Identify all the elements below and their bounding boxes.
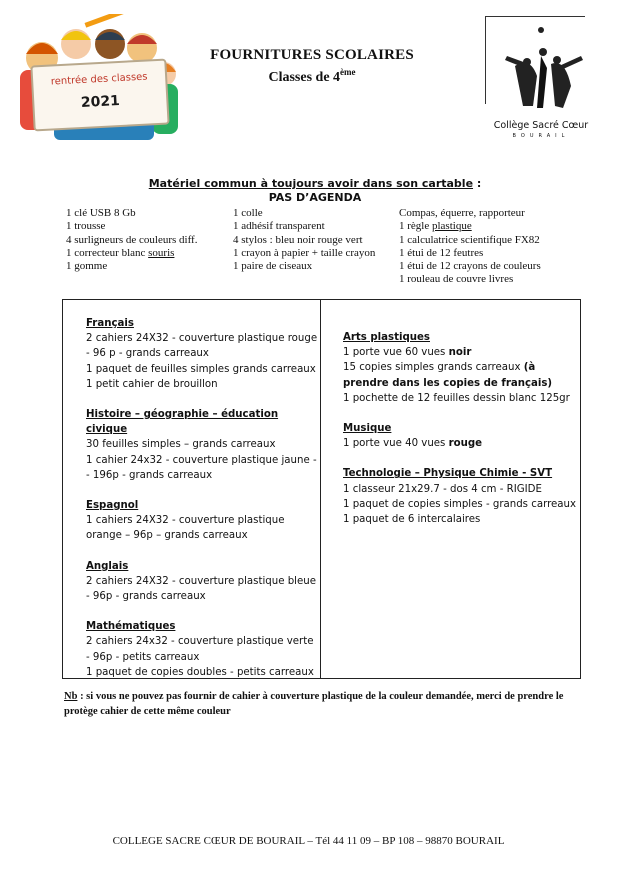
list-item: 1 étui de 12 crayons de couleurs: [399, 260, 541, 273]
section-title: Anglais: [86, 560, 129, 572]
section-line: 2 cahiers 24X32 - couverture plastique bleue: [86, 575, 316, 587]
figures-icon: [485, 16, 597, 116]
section-title: Technologie – Physique Chimie - SVT: [343, 468, 553, 480]
subjects-table: [62, 299, 581, 679]
section-line: - 96p - grands carreaux: [86, 591, 206, 603]
common-column-3: [399, 207, 541, 287]
section-line: - 196p - grands carreaux: [86, 469, 213, 481]
section-line: [343, 345, 579, 360]
common-heading: [100, 177, 530, 190]
subtitle-superscript: ème: [340, 67, 356, 77]
common-heading-colon: :: [473, 177, 482, 190]
list-item: 1 crayon à papier + taille crayon: [233, 246, 376, 259]
section-anglais: [86, 559, 318, 605]
section-line: 1 paquet de feuilles simples grands carreaux: [86, 363, 316, 375]
list-item: 1 calculatrice scientifique FX82: [399, 233, 540, 246]
line-bold: (à prendre dans les copies de français): [343, 362, 553, 389]
section-title: Français: [86, 318, 134, 329]
subjects-right-column: [343, 330, 579, 542]
subtitle-text: Classes de 4: [268, 70, 341, 85]
common-column-2: [233, 207, 375, 273]
no-agenda-text: PAS D’AGENDA: [268, 191, 362, 204]
list-item: 1 clé USB 8 Gb: [66, 207, 136, 219]
line-text: 1 porte vue 40 vues: [343, 438, 449, 450]
list-item-underlined: souris: [148, 246, 175, 259]
line-bold: noir: [448, 347, 472, 359]
common-column-1: [66, 207, 197, 273]
list-item: 1 gomme: [66, 260, 108, 273]
section-musique: [343, 421, 579, 451]
note-text: : si vous ne pouvez pas fournir de cahier à couverture plastique de la couleur demandée, merci de prendre le protège cahier de cette même couleur: [64, 691, 564, 717]
footer-address: COLLEGE SACRE CŒUR DE BOURAIL – Tél 44 11 09 – BP 108 – 98870 BOURAIL: [112, 835, 505, 847]
section-arts: [343, 330, 579, 406]
banner-year: 2021: [80, 92, 121, 111]
page-subtitle: [196, 67, 428, 86]
section-line: 2 cahiers 24X32 - couverture plastique rouge: [86, 333, 318, 345]
list-item: 1 étui de 12 feutres: [399, 246, 484, 259]
section-line: 1 cahiers 24X32 - couverture plastique: [86, 515, 285, 527]
subjects-left-column: [86, 316, 318, 695]
logo-school-name: Collège Sacré Cœur: [493, 120, 589, 131]
section-histoire: [86, 407, 318, 483]
section-title: Histoire – géographie – éducation civique: [86, 409, 279, 436]
list-item: 1 paire de ciseaux: [233, 260, 313, 273]
logo-city: BOURAIL: [512, 133, 570, 139]
banner-text: rentrée des classes: [50, 71, 148, 88]
section-title: Espagnol: [86, 500, 139, 512]
column-divider: [320, 300, 321, 678]
list-item: 1 trousse: [66, 220, 106, 233]
list-item: 4 stylos : bleu noir rouge vert: [233, 233, 363, 246]
note-paragraph: [64, 690, 584, 719]
common-heading-text: Matériel commun à toujours avoir dans son cartable: [148, 177, 474, 190]
list-item: [399, 220, 541, 233]
back-to-school-illustration: [14, 14, 184, 144]
section-line: orange – 96p – grands carreaux: [86, 530, 248, 542]
section-line: - 96 p - grands carreaux: [86, 348, 209, 360]
section-title: Arts plastiques: [343, 332, 430, 343]
section-line: 1 paquet de 6 intercalaires: [343, 514, 481, 526]
section-line: 1 paquet de copies doubles - petits carreaux: [86, 666, 314, 678]
section-techno: [343, 466, 579, 527]
line-text: 15 copies simples grands carreaux: [343, 362, 524, 374]
section-line: - 96p - petits carreaux: [86, 651, 200, 663]
section-maths: [86, 619, 318, 680]
list-item: 1 rouleau de couvre livres: [399, 273, 514, 286]
list-item-text: 1 règle: [399, 220, 432, 233]
list-item-text: 1 correcteur blanc: [66, 246, 149, 259]
section-title: Mathématiques: [86, 621, 176, 633]
section-line: [343, 436, 579, 451]
list-item: 1 adhésif transparent: [233, 220, 325, 233]
section-line: 30 feuilles simples – grands carreaux: [86, 439, 276, 451]
school-logo: [485, 16, 597, 140]
page-title: FOURNITURES SCOLAIRES: [210, 47, 414, 63]
banner-sign: [30, 58, 169, 131]
section-line: 1 pochette de 12 feuilles dessin blanc 125gr: [343, 392, 570, 404]
section-title: Musique: [343, 423, 392, 435]
line-text: 1 porte vue 60 vues: [343, 347, 449, 359]
section-line: [343, 360, 579, 390]
list-item: Compas, équerre, rapporteur: [399, 207, 525, 219]
line-bold: rouge: [448, 438, 483, 450]
section-francais: [86, 316, 318, 392]
list-item-underlined: plastique: [431, 220, 472, 233]
list-item: [66, 247, 197, 260]
list-item: 1 colle: [233, 207, 263, 219]
note-label: Nb: [64, 691, 78, 702]
section-line: 1 cahier 24x32 - couverture plastique jaune -: [86, 454, 317, 466]
list-item: 4 surligneurs de couleurs diff.: [66, 233, 198, 246]
section-line: 1 paquet de copies simples - grands carreaux: [343, 498, 577, 510]
section-espagnol: [86, 498, 318, 544]
section-line: 2 cahiers 24x32 - couverture plastique verte: [86, 636, 314, 648]
section-line: 1 classeur 21x29.7 - dos 4 cm - RIGIDE: [343, 483, 542, 495]
section-line: 1 petit cahier de brouillon: [86, 378, 218, 390]
